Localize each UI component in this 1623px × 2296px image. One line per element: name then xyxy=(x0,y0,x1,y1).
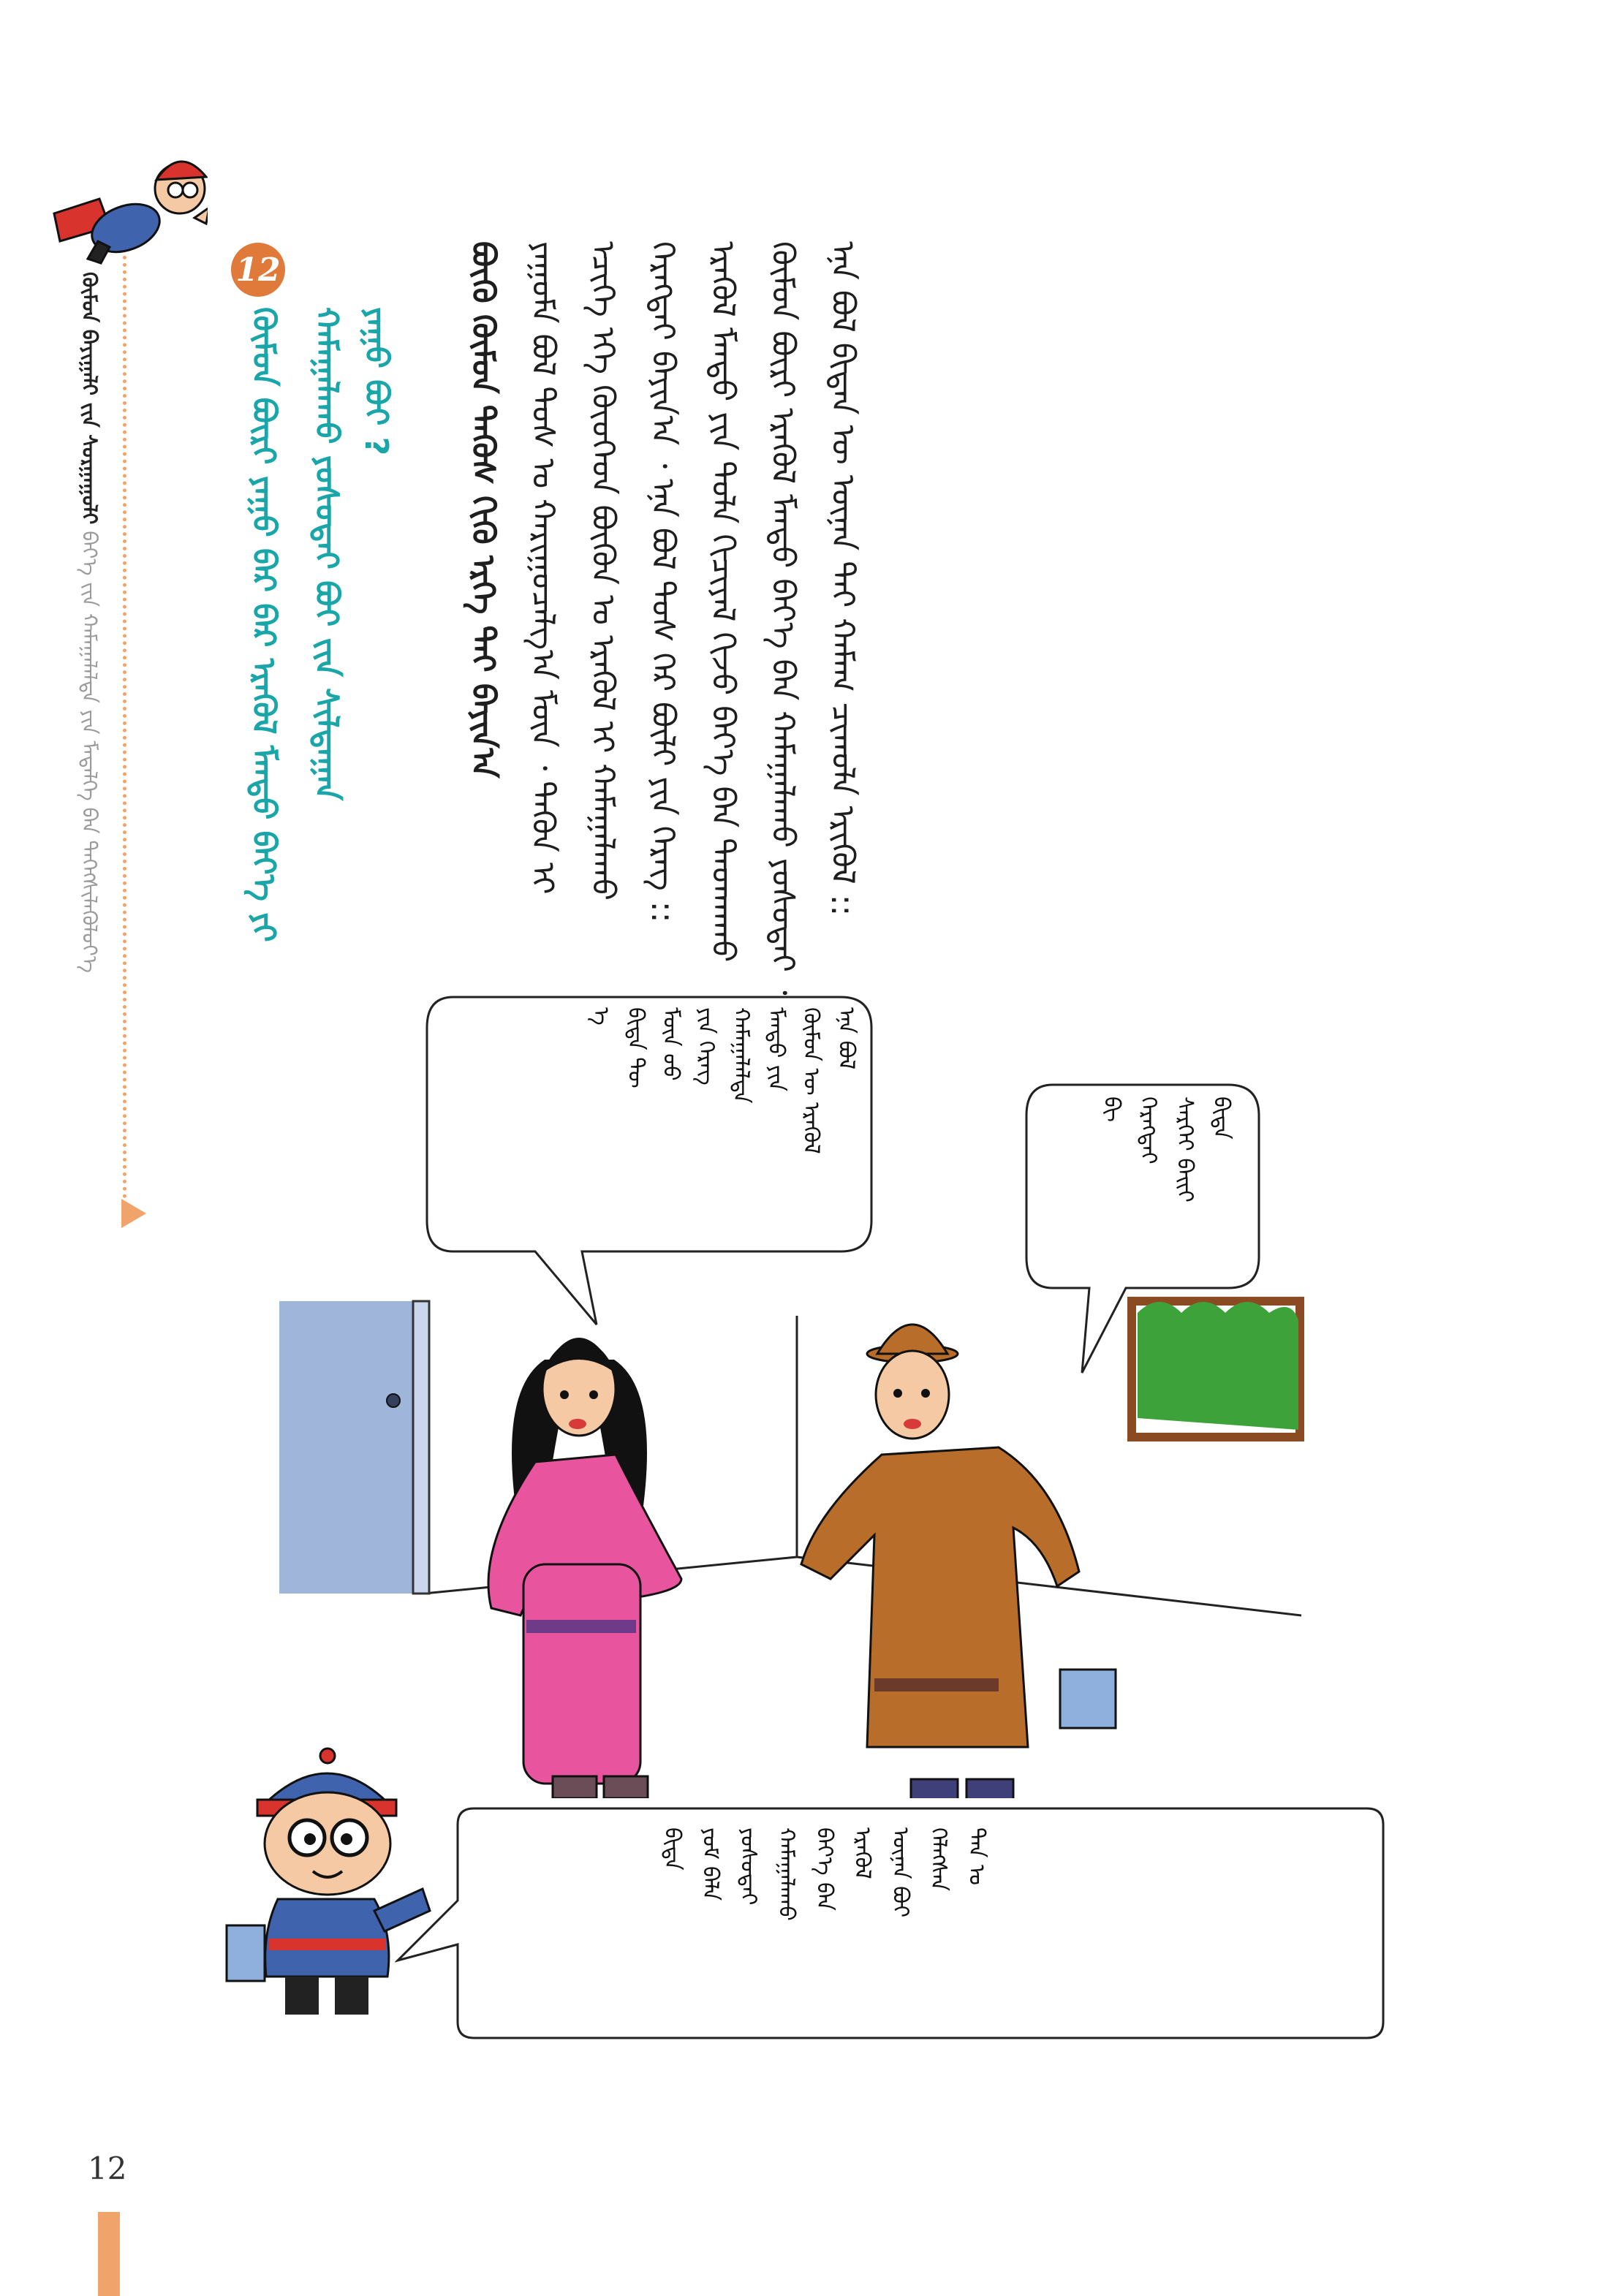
man-figure xyxy=(801,1325,1116,1798)
paragraph-line-1: ᠡᠨᠡ ᠪᠣᠯ ᠪᠢᠳᠡᠨ ᠦ ᠦᠨᠡᠨ ᠲᠠᠢ ᠬᠠᠮᠠᠭ ᠴᠢᠬᠤᠯᠠ ᠡᠷᠢᠭᠦᠯ :: xyxy=(824,241,861,917)
bubble-man-text xyxy=(1056,1096,1232,1272)
bubble-boy-line: ᠪᠢᠳᠡ xyxy=(659,1827,685,1871)
paragraph-line-6: ᠶᠠᠭᠤᠮᠠ ᠪᠣᠯ ᠲᠤᠰ ᠤ ᠬᠠᠷᠢᠭᠤᠴᠠᠯᠭ᠎ᠠ ᠮᠥᠨ ᠂ ᠲᠡᠭᠦᠨ ᠢ xyxy=(524,241,561,895)
bubble-woman-line: ᠶᠢᠨ ᠬᠡᠷᠡᠭ xyxy=(693,1007,719,1086)
bubble-boy-line: ᠬᠡᠯᠡᠭᠰᠡᠨ xyxy=(926,1827,951,1892)
bubble-woman-line: ᠬᠠᠮᠠᠭᠠᠯᠠᠯᠲᠠ xyxy=(728,1007,754,1104)
bubble-man-line: ᠪᠢᠳᠡ xyxy=(1208,1096,1234,1140)
bubble-boy-line: ᠪᠡᠶ᠎ᠡ ᠪᠡᠨ xyxy=(812,1827,837,1911)
paragraph-line-4: ᠬᠡᠷᠡᠭᠲᠡᠢ ᠪᠠᠶᠢᠨ᠎ᠠ ᠂ ᠡᠨᠡ ᠪᠣᠯ ᠲᠤᠰ ᠭᠡᠷ ᠪᠦᠯᠢ ᠶᠢᠨ ᠬᠡᠷᠡᠭ :: xyxy=(644,241,681,923)
running-head xyxy=(77,272,102,973)
bubble-woman-line: ᠪᠢᠳᠡ ᠲᠦ xyxy=(623,1007,648,1088)
bubble-woman-text xyxy=(462,1007,857,1227)
question-line-1: ᠬᠦᠮᠦᠨ ᠪᠦᠷᠢ ᠶᠠᠭᠤ ᠪᠡᠷ ᠪᠠᠷ ᠡᠷᠡᠬᠦᠯ ᠮᠡᠨᠳᠦ ᠪᠡᠶ᠎ᠡ ᠶᠢ xyxy=(245,307,282,942)
bubble-woman-line: ᠡ xyxy=(588,1007,613,1026)
paragraph-line-7: ᠪᠦᠬᠦ ᠬᠦᠮᠦᠨ ᠲᠡᠭᠦᠰ ᠬᠢᠬᠦ ᠡᠷᠬᠡ ᠲᠠᠢ ᠪᠠᠶᠢᠨ᠎ᠠ xyxy=(464,241,502,778)
flying-boy-mascot xyxy=(39,132,208,270)
bubble-boy-line: ᠲᠠᠨ ᠤ xyxy=(964,1827,989,1885)
boy-with-glasses-mascot xyxy=(218,1743,437,2035)
bubble-man-line: ᠬᠡᠷᠡᠭᠲᠡᠢ xyxy=(1135,1096,1161,1164)
bubble-woman-line: ᠮᠡᠨᠳᠦ ᠶᠢᠨ xyxy=(763,1007,789,1092)
dotted-guide-line xyxy=(123,241,126,1206)
bubble-woman-line: ᠡᠨᠡ ᠪᠣᠯ xyxy=(833,1007,859,1070)
bubble-man-line: ᠰᠡᠷᠭᠡᠢ ᠪᠠᠢᠶ xyxy=(1172,1096,1198,1202)
bubble-boy-line: ᠬᠠᠮᠠᠭᠠᠯᠠᠬᠤ xyxy=(773,1827,799,1921)
bubble-boy-text xyxy=(504,1827,987,2025)
bubble-boy-line: ᠶᠤᠰᠤᠲᠠᠢ xyxy=(735,1827,761,1906)
running-head-part1: ᠬᠦᠮᠦᠨ ᠪᠠᠶᠢᠭᠠᠯᠢ ᠵᠢᠨ ᠰᠤᠷᠭᠠᠭᠤᠯᠢ xyxy=(77,272,102,525)
bubble-boy-line: ᠦᠨᠡᠨ ᠪᠤᠢ xyxy=(888,1827,913,1918)
question-line-3: ᠶᠠᠭᠤ ᠪᠤᠢ ? xyxy=(357,307,395,456)
footer-accent-bar xyxy=(98,2212,120,2296)
woman-figure xyxy=(488,1338,681,1798)
page-number: 12 xyxy=(88,2151,127,2186)
bubble-woman-line: ᠬᠦᠮᠦᠨ ᠦ ᠡᠷᠡᠬᠦᠯ xyxy=(798,1007,824,1154)
question-number-badge: 12 xyxy=(231,243,285,297)
paragraph-line-2: ᠬᠦᠮᠦᠨ ᠪᠦᠷᠢ ᠡᠷᠡᠬᠦᠯ ᠮᠡᠨᠳᠦ ᠪᠡᠶ᠎ᠡ ᠪᠡᠨ ᠬᠠᠮᠠᠭᠠᠯᠠᠬᠤ ᠶᠤᠰᠤᠲᠠᠢ ᠂ xyxy=(764,241,801,996)
triangle-arrow-icon xyxy=(121,1199,146,1228)
bubble-boy-line: ᠡᠷᠡᠬᠦᠯ xyxy=(850,1827,875,1879)
running-head-part2: ᠪᠡᠶ᠎ᠡ ᠵᠢᠨ ᠬᠠᠮᠠᠭᠠᠯᠠᠯᠲᠠ ᠶᠢᠨ ᠮᠡᠳᠡᠯᠭᠡ ᠪᠠᠨ ᠳᠡᠭᠡᠭᠰᠢᠯᠡᠭᠦᠯᠦᠶ᠎ᠡ xyxy=(77,531,102,973)
bubble-boy-line: ᠶᠤᠮ ᠪᠡᠯᠡ xyxy=(697,1827,723,1901)
bubble-woman-line: ᠮᠥᠨ ᠤᠤ xyxy=(658,1007,684,1081)
paragraph-line-5: ᠡᠴᠢᠭᠡ ᠡᠬᠡ ᠬᠦᠦᠬᠡᠳ ᠪᠦᠬᠦᠨ ᠤ ᠡᠷᠡᠬᠦᠯ ᠢ ᠬᠠᠮᠠᠭᠠᠯᠠᠬᠤ xyxy=(584,241,621,901)
question-line-2: ᠬᠠᠮᠠᠭᠠᠯᠠᠬᠤ ᠶᠤᠰᠤᠲᠠᠢ ᠪᠤᠢ ᠵᠢᠨ ᠰᠢᠯᠲᠠᠭᠠᠨ xyxy=(308,307,345,801)
bubble-man-line: ᠪᠢ xyxy=(1099,1096,1124,1123)
paragraph-line-3: ᠡᠷᠡᠬᠦᠯ ᠮᠡᠨᠳᠦ ᠶᠢᠨ ᠲᠤᠯᠠ ᠬᠢᠴᠢᠶᠡᠯ ᠬᠢᠵᠦ ᠪᠡᠶ᠎ᠡ ᠪᠡᠨ ᠳᠠᠳᠬᠠᠬᠤ xyxy=(704,241,741,963)
